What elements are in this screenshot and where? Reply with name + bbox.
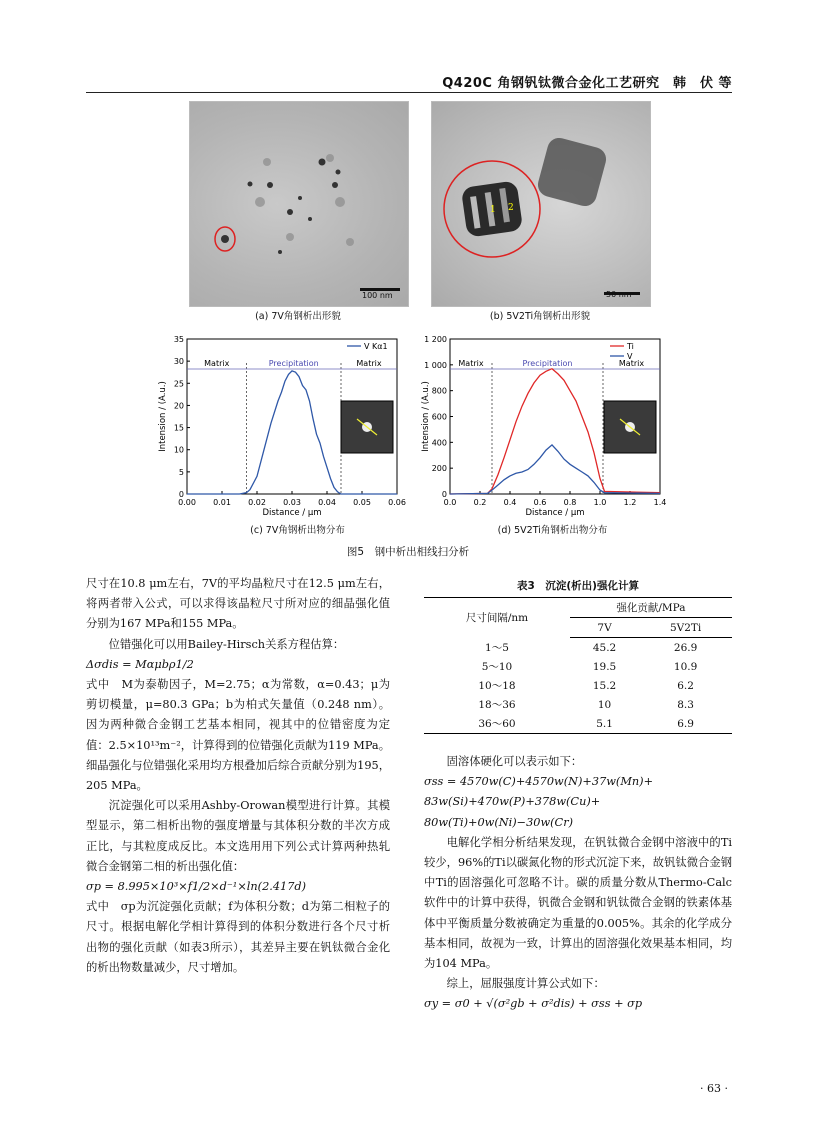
scale-bar-label-a: 100 nm	[362, 291, 393, 300]
x-tick-label: 0.06	[388, 498, 406, 507]
figure-caption: 图5 钢中析出相线扫分析	[346, 546, 470, 558]
chart-7v-linescan	[155, 325, 415, 525]
micrograph-5v2ti-image	[432, 102, 650, 306]
x-axis-label: Distance / μm	[525, 508, 585, 518]
x-tick-label: 0.01	[213, 498, 231, 507]
y-axis-label: Intension / (A.u.)	[158, 381, 168, 452]
x-tick-label: 0.04	[318, 498, 336, 507]
left-para-1: 尺寸在10.8 μm左右，7V的平均晶粒尺寸在12.5 μm左右，将两者带入公式，可以求得该晶粒尺寸所对应的细晶强化值分别为167 MPa和155 MPa。	[86, 577, 390, 631]
y-tick-label: 30	[173, 357, 184, 367]
point-label-1: 1	[490, 205, 496, 215]
cell-5v2ti: 10.9	[673, 660, 698, 673]
legend-label: Ti	[627, 342, 634, 351]
x-tick-label: 0.6	[533, 498, 547, 507]
region-label: Matrix	[458, 359, 484, 368]
y-tick-label: 200	[431, 464, 447, 474]
left-para-3: 式中 M为泰勒因子，M=2.75；α为常数，α=0.43；μ为剪切模量，μ=80.3 GPa；b为柏式矢量值（0.248 nm）。因为两种微合金钢工艺基本相同，视其中的位错密度为定值：2.5×10¹³m⁻²，计算得到的位错强化贡献为119 MPa。细晶强化与位错强化采用均方根叠加后综合贡献分别为195，205 MPa。	[86, 678, 390, 793]
cell-7v: 45.2	[592, 641, 617, 654]
x-tick-label: 1.0	[593, 498, 607, 507]
cell-7v: 10	[597, 698, 612, 711]
x-tick-label: 0.2	[473, 498, 487, 507]
y-tick-label: 20	[173, 401, 184, 411]
x-tick-label: 0.4	[503, 498, 517, 507]
cell-size: 18～36	[478, 699, 516, 711]
table-row	[424, 695, 732, 714]
cell-5v2ti: 8.3	[677, 698, 694, 711]
caption-c: (c) 7V角钢析出物分布	[250, 525, 345, 536]
point-label-2: 2	[508, 203, 514, 213]
x-tick-label: 0.00	[178, 498, 196, 507]
running-header	[86, 70, 732, 93]
table-precipitation-strengthening	[424, 597, 732, 734]
cell-size: 10～18	[478, 680, 516, 692]
x-tick-label: 0.05	[353, 498, 371, 507]
x-tick-label: 1.2	[623, 498, 637, 507]
y-tick-label: 35	[173, 335, 184, 344]
y-tick-label: 0	[441, 490, 447, 499]
y-tick-label: 5	[178, 467, 184, 477]
region-label: Precipitation	[522, 359, 573, 368]
x-tick-label: 0.03	[283, 498, 301, 507]
y-tick-label: 800	[431, 386, 447, 396]
x-tick-label: 1.4	[653, 498, 667, 507]
table-row	[424, 676, 732, 695]
cell-5v2ti: 6.2	[677, 679, 694, 692]
right-para-1: 固溶体硬化可以表示如下：	[446, 755, 583, 768]
chart-5v2ti-linescan	[418, 325, 678, 525]
y-tick-label: 25	[173, 379, 184, 389]
region-label: Matrix	[356, 359, 382, 368]
cell-5v2ti: 6.9	[639, 714, 732, 734]
region-label: Matrix	[204, 359, 230, 368]
micrograph-7v-image	[190, 102, 408, 306]
cell-7v: 5.1	[570, 714, 639, 734]
legend-label: V	[627, 352, 633, 361]
table-title: 表3 沉淀(析出)强化计算	[517, 580, 639, 592]
page-number: · 63 ·	[700, 1082, 728, 1095]
equation-solid-solution-2: 83w(Si)+470w(P)+378w(Cu)+	[424, 795, 601, 809]
left-para-2: 位错强化可以用Bailey-Hirsch关系方程估算：	[108, 637, 345, 651]
x-tick-label: 0.0	[443, 498, 457, 507]
col-5v2ti-header: 5V2Ti	[639, 618, 732, 638]
x-tick-label: 0.8	[563, 498, 577, 507]
cell-7v: 19.5	[592, 660, 617, 673]
col-7v-header: 7V	[570, 618, 639, 638]
cell-size: 36～60	[424, 714, 570, 734]
left-column	[86, 574, 390, 978]
table-row	[424, 714, 732, 734]
right-column	[424, 752, 732, 1015]
table-row	[424, 638, 732, 658]
left-para-4: 沉淀强化可以采用Ashby-Orowan模型进行计算。其模型显示，第二相析出物的强度增量与其体积分数的半次方成正比，与其粒度成反比。本文选用用下列公式计算两种热轧微合金钢第二相的析出强化值：	[86, 799, 390, 873]
caption-b: (b) 5V2Ti角钢析出形貌	[489, 311, 591, 322]
cell-7v: 15.2	[592, 679, 617, 692]
running-header-text: Q420C 角钢钒钛微合金化工艺研究 韩 伏 等	[442, 76, 732, 91]
table-row	[424, 657, 732, 676]
col-group-header: 强化贡献/MPa	[570, 598, 732, 618]
equation-yield-strength: σy = σ0 + √(σ²gb + σ²dis) + σss + σp	[424, 997, 643, 1011]
region-label: Precipitation	[268, 359, 319, 368]
micrograph-7v	[189, 101, 409, 307]
y-tick-label: 1 200	[424, 335, 447, 344]
cell-5v2ti: 26.9	[673, 641, 698, 654]
y-tick-label: 0	[178, 490, 184, 499]
equation-dislocation: Δσdis = Mαμbρ1/2	[86, 657, 194, 671]
x-axis-label: Distance / μm	[262, 508, 322, 518]
micrograph-5v2ti	[431, 101, 651, 307]
y-tick-label: 1 000	[424, 360, 447, 370]
y-axis-label: Intension / (A.u.)	[421, 381, 431, 452]
y-tick-label: 600	[431, 412, 447, 422]
region-label: Matrix	[618, 359, 645, 368]
left-para-5: 式中 σp为沉淀强化贡献；f为体积分数；d为第二相粒子的尺寸。根据电解化学相计算得到的体积分数进行各个尺寸析出物的强化贡献（如表3所示），其差异主要在钒钛微合金化的析出物数量减少，尺寸增加。	[86, 900, 390, 974]
equation-precipitation: σp = 8.995×10³×f1/2×d⁻¹×ln(2.417d)	[86, 880, 307, 894]
caption-d: (d) 5V2Ti角钢析出物分布	[497, 525, 608, 536]
cell-size: 5～10	[481, 661, 513, 673]
equation-solid-solution-1: σss = 4570w(C)+4570w(N)+37w(Mn)+	[424, 775, 654, 789]
cell-size: 1～5	[485, 641, 509, 654]
legend-label: V Kα1	[364, 342, 388, 351]
x-tick-label: 0.02	[248, 498, 266, 507]
right-para-3: 综上，屈服强度计算公式如下：	[446, 977, 605, 991]
scale-bar-label-b: 50 nm	[606, 290, 632, 299]
col-size-header: 尺寸间隔/nm	[424, 598, 570, 638]
right-para-2: 电解化学相分析结果发现，在钒钛微合金钢中溶液中的Ti较少，96%的Ti以碳氮化物的形式沉淀下来，故钒钛微合金钢中Ti的固溶强化可忽略不计。碳的质量分数从Thermo-Calc软件中的计算中获得，钒微合金钢和钒钛微合金钢的铁素体基体中平衡质量分数被确定为重量的0.005%。其余的化学成分基本相同，故视为一致，计算出的固溶强化效果基本相同，均为104 MPa。	[424, 835, 732, 971]
caption-a: (a) 7V角钢析出形貌	[255, 311, 341, 322]
y-tick-label: 15	[173, 423, 184, 433]
equation-solid-solution-3: 80w(Ti)+0w(Ni)−30w(Cr)	[424, 815, 574, 829]
y-tick-label: 400	[431, 438, 447, 448]
y-tick-label: 10	[173, 445, 184, 455]
